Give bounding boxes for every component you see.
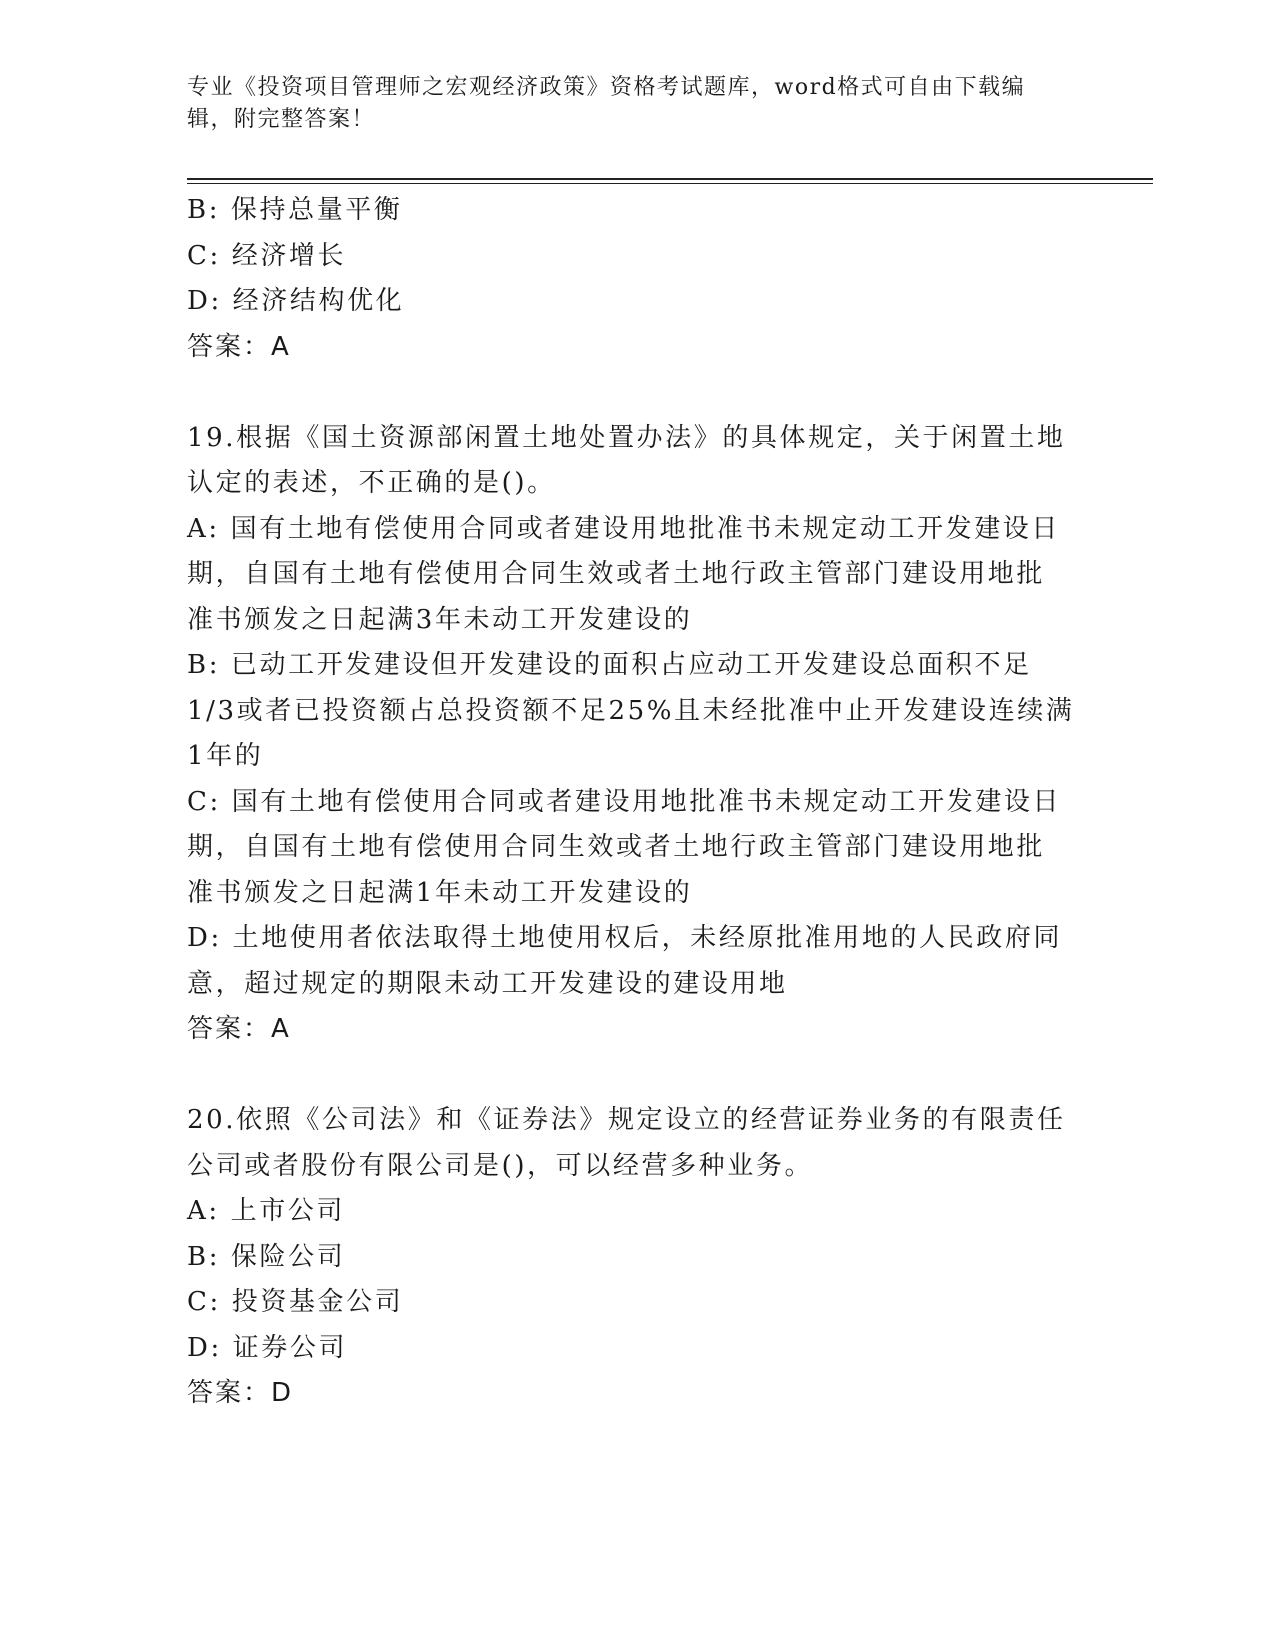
q18-option-d: D: 经济结构优化 [187, 286, 405, 316]
q19-option-c-line-3: 准书颁发之日起满1年未动工开发建设的 [187, 877, 693, 908]
header-line-2: 辑，附完整答案！ [187, 107, 376, 132]
q19-stem-line-2: 认定的表述，不正确的是()。 [187, 468, 556, 498]
q20-stem-line-1: 20.依照《公司法》和《证券法》规定设立的经营证券业务的有限责任 [187, 1105, 1066, 1135]
q19-option-a-line-1: A: 国有土地有偿使用合同或者建设用地批准书未规定动工开发建设日 [187, 513, 1061, 544]
spacer [187, 370, 1077, 416]
q20-option-d: D: 证券公司 [187, 1332, 348, 1363]
page-header [187, 72, 1067, 136]
q19-answer: 答案：A [187, 1014, 291, 1044]
q18-option-c: C: 经济增长 [187, 240, 347, 271]
q20-option-a: A: 上市公司 [187, 1196, 346, 1226]
header-line-1: 专业《投资项目管理师之宏观经济政策》资格考试题库，word格式可自由下载编 [187, 75, 1026, 100]
spacer [187, 1053, 1077, 1099]
q19-option-a-line-3: 准书颁发之日起满3年未动工开发建设的 [187, 604, 693, 635]
q19-option-c-line-1: C: 国有土地有偿使用合同或者建设用地批准书未规定动工开发建设日 [187, 786, 1062, 817]
q19-option-d-line-1: D: 土地使用者依法取得土地使用权后，未经原批准用地的人民政府同 [187, 923, 1063, 953]
q20-answer: 答案：D [187, 1378, 294, 1408]
q19-option-a-line-2: 期，自国有土地有偿使用合同生效或者土地行政主管部门建设用地批 [187, 559, 1046, 589]
q19-option-d-line-2: 意，超过规定的期限未动工开发建设的建设用地 [187, 968, 788, 999]
header-divider-thick [187, 178, 1153, 180]
question-content [187, 188, 1077, 1417]
q19-option-c-line-2: 期，自国有土地有偿使用合同生效或者土地行政主管部门建设用地批 [187, 832, 1046, 862]
q20-option-b: B: 保险公司 [187, 1241, 346, 1272]
q19-option-b-line-2: 1/3或者已投资额占总投资额不足25%且未经批准中止开发建设连续满 [187, 695, 1075, 726]
q19-option-b-line-3: 1年的 [187, 741, 264, 771]
question-18 [187, 188, 1077, 370]
q19-option-b-line-1: B: 已动工开发建设但开发建设的面积占应动工开发建设总面积不足 [187, 650, 1032, 680]
header-divider-thin [187, 183, 1153, 184]
q19-stem-line-1: 19.根据《国土资源部闲置土地处置办法》的具体规定，关于闲置土地 [187, 422, 1066, 453]
q20-stem-line-2: 公司或者股份有限公司是()，可以经营多种业务。 [187, 1150, 814, 1181]
q18-option-b: B: 保持总量平衡 [187, 195, 403, 225]
question-19 [187, 416, 1077, 1053]
q20-option-c: C: 投资基金公司 [187, 1287, 404, 1317]
question-20 [187, 1098, 1077, 1417]
q18-answer: 答案：A [187, 331, 291, 362]
